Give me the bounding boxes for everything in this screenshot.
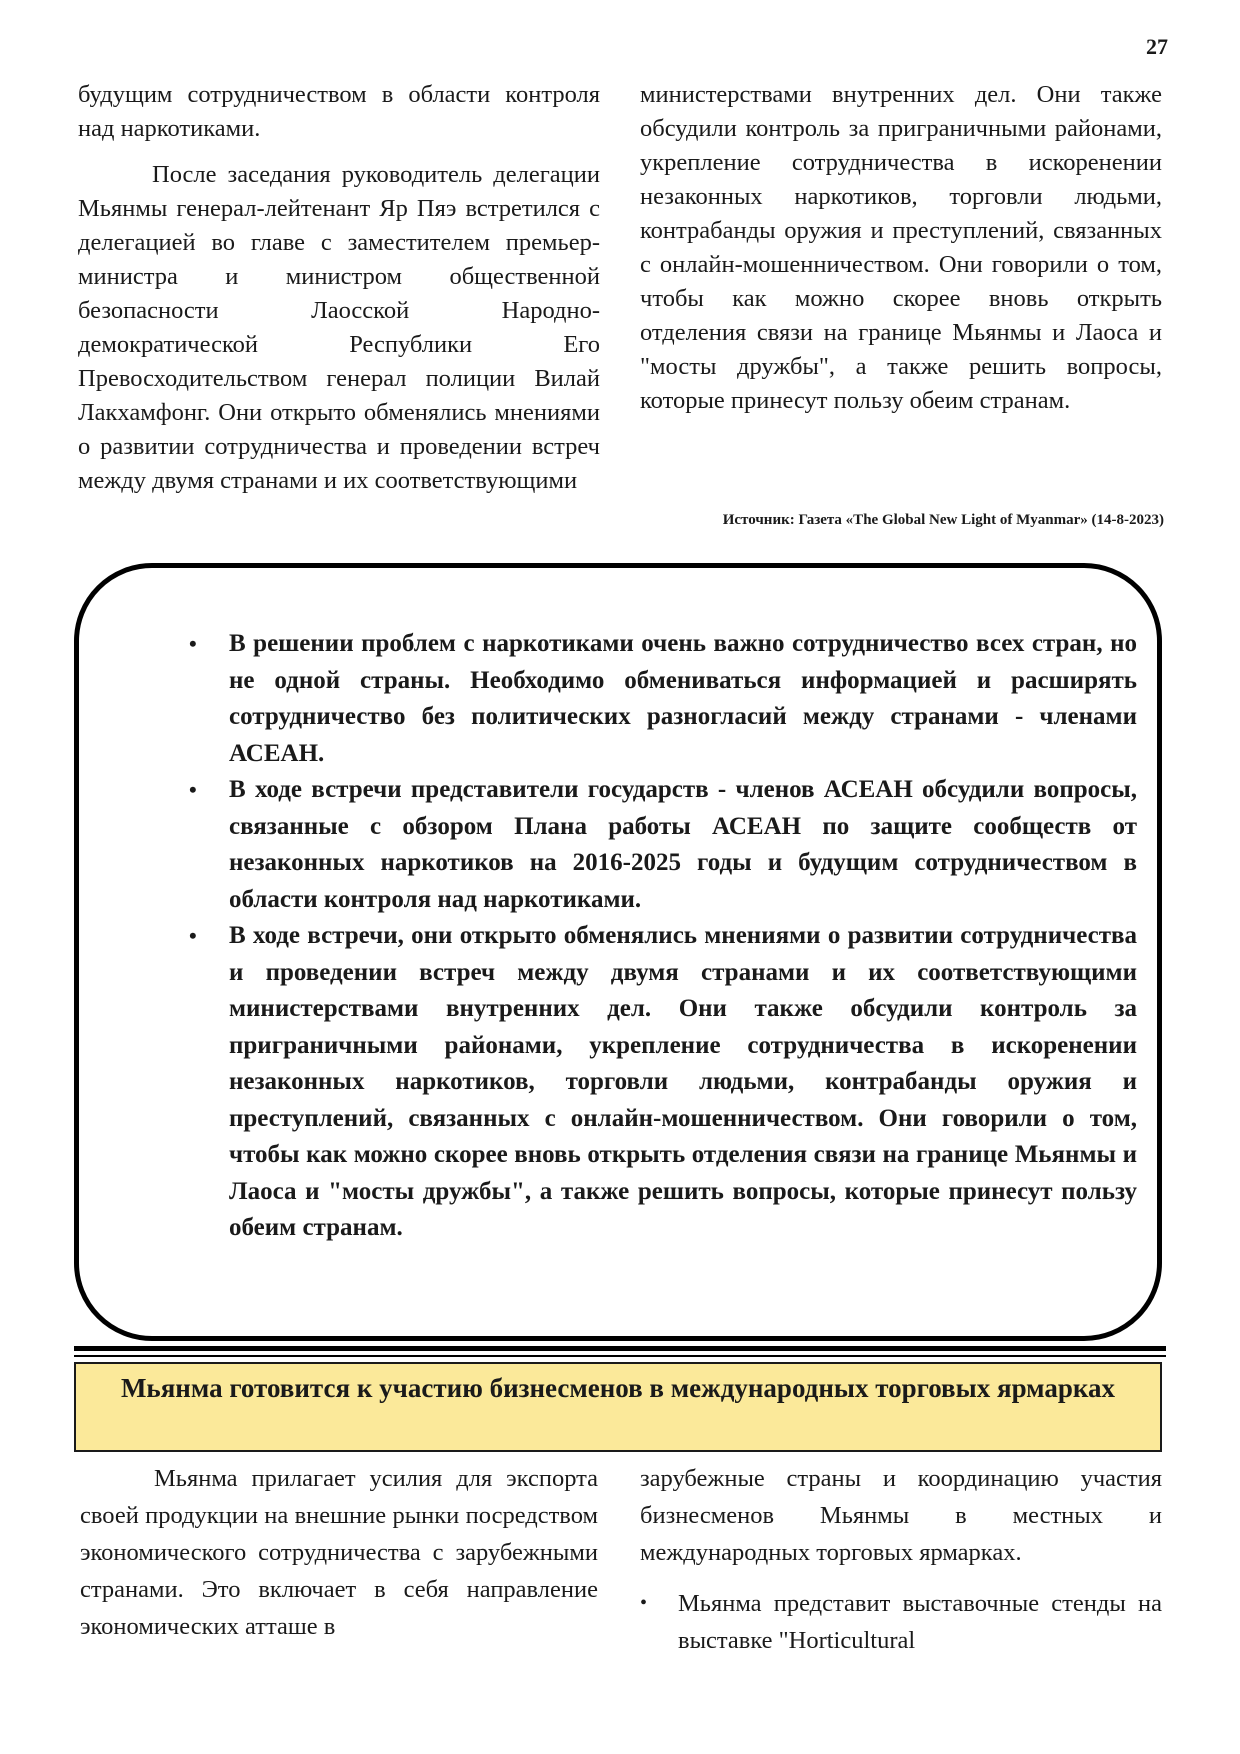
article2-right-column [640, 1460, 1162, 1659]
article-left-column [78, 78, 600, 510]
summary-item [149, 626, 1137, 772]
page-number: 27 [1146, 34, 1168, 59]
paragraph: После заседания руководитель делегации Мьянмы генерал-лейтенант Яр Пяэ встретился с делегацией во главе с заместителем премьер-министра и министром общественной безопасности Лаосской Народно-демократической Республики Его Превосходительством генерал полиции Вилай Лакхамфонг. Они открыто обменялись мнениями о развитии сотрудничества и проведении встреч между двумя странами и их соответствующими [78, 161, 600, 494]
bullet-icon: • [640, 1592, 648, 1614]
bullet-item [640, 1585, 1162, 1659]
section-divider-thick [74, 1346, 1166, 1351]
summary-item [149, 772, 1137, 918]
paragraph: Мьянма прилагает усилия для экспорта своей продукции на внешние рынки посредством экономического сотрудничества с зарубежными странами. Это включает в себя направление экономических атташе в [80, 1465, 598, 1640]
bullet-icon: • [189, 777, 197, 802]
paragraph-continued: зарубежные страны и координацию участия бизнесменов Мьянмы в местных и международных торговых ярмарках. [640, 1465, 1162, 1566]
article-right-column [640, 78, 1162, 430]
summary-list [149, 626, 1137, 1247]
paragraph-continued: министерствами внутренних дел. Они также обсудили контроль за приграничными районами, укрепление сотрудничества в искоренении незаконных наркотиков, торговли людьми, контрабанды оружия и преступлений, связанных с онлайн-мошенничеством. Они говорили о том, чтобы как можно скорее вновь открыть отделения связи на границе Мьянмы и Лаоса и "мосты дружбы", а также решить вопросы, которые принесут пользу обеим странам. [640, 81, 1162, 414]
summary-item-text: В решении проблем с наркотиками очень важно сотрудничество всех стран, но не одной страны. Необходимо обмениваться информацией и расширять сотрудничество без политических разногласий между странами - членами АСЕАН. [229, 630, 1137, 767]
article2-left-column [80, 1460, 598, 1657]
bullet-icon: • [189, 923, 197, 948]
summary-item-text: В ходе встречи представители государств - членов АСЕАН обсудили вопросы, связанные с обзором Плана работы АСЕАН по защите сообществ от незаконных наркотиков на 2016-2025 годы и будущим сотрудничеством в области контроля над наркотиками. [229, 776, 1137, 913]
bullet-item-text: Мьянма представит выставочные стенды на выставке "Horticultural [678, 1590, 1162, 1654]
summary-item-text: В ходе встречи, они открыто обменялись мнениями о развитии сотрудничества и проведении встреч между двумя странами и их соответствующими министерствами внутренних дел. Они также обсудили контроль за приграничными районами, укрепление сотрудничества в искоренении незаконных наркотиков, торговли людьми, контрабанды оружия и преступлений, связанных с онлайн-мошенничеством. Они говорили о том, чтобы как можно скорее вновь открыть отделения связи на границе Мьянмы и Лаоса и "мосты дружбы", а также решить вопросы, которые принесут пользу обеим странам. [229, 922, 1137, 1241]
summary-item [149, 918, 1137, 1247]
paragraph-continued: будущим сотрудничеством в области контроля над наркотиками. [78, 81, 600, 142]
section-divider-thin [74, 1355, 1166, 1357]
source-citation: Источник: Газета «The Global New Light of Myanmar» (14-8-2023) [722, 512, 1164, 528]
bullet-icon: • [189, 631, 197, 656]
article-headline: Мьянма готовится к участию бизнесменов в международных торговых ярмарках [74, 1362, 1162, 1452]
summary-box [74, 563, 1162, 1341]
